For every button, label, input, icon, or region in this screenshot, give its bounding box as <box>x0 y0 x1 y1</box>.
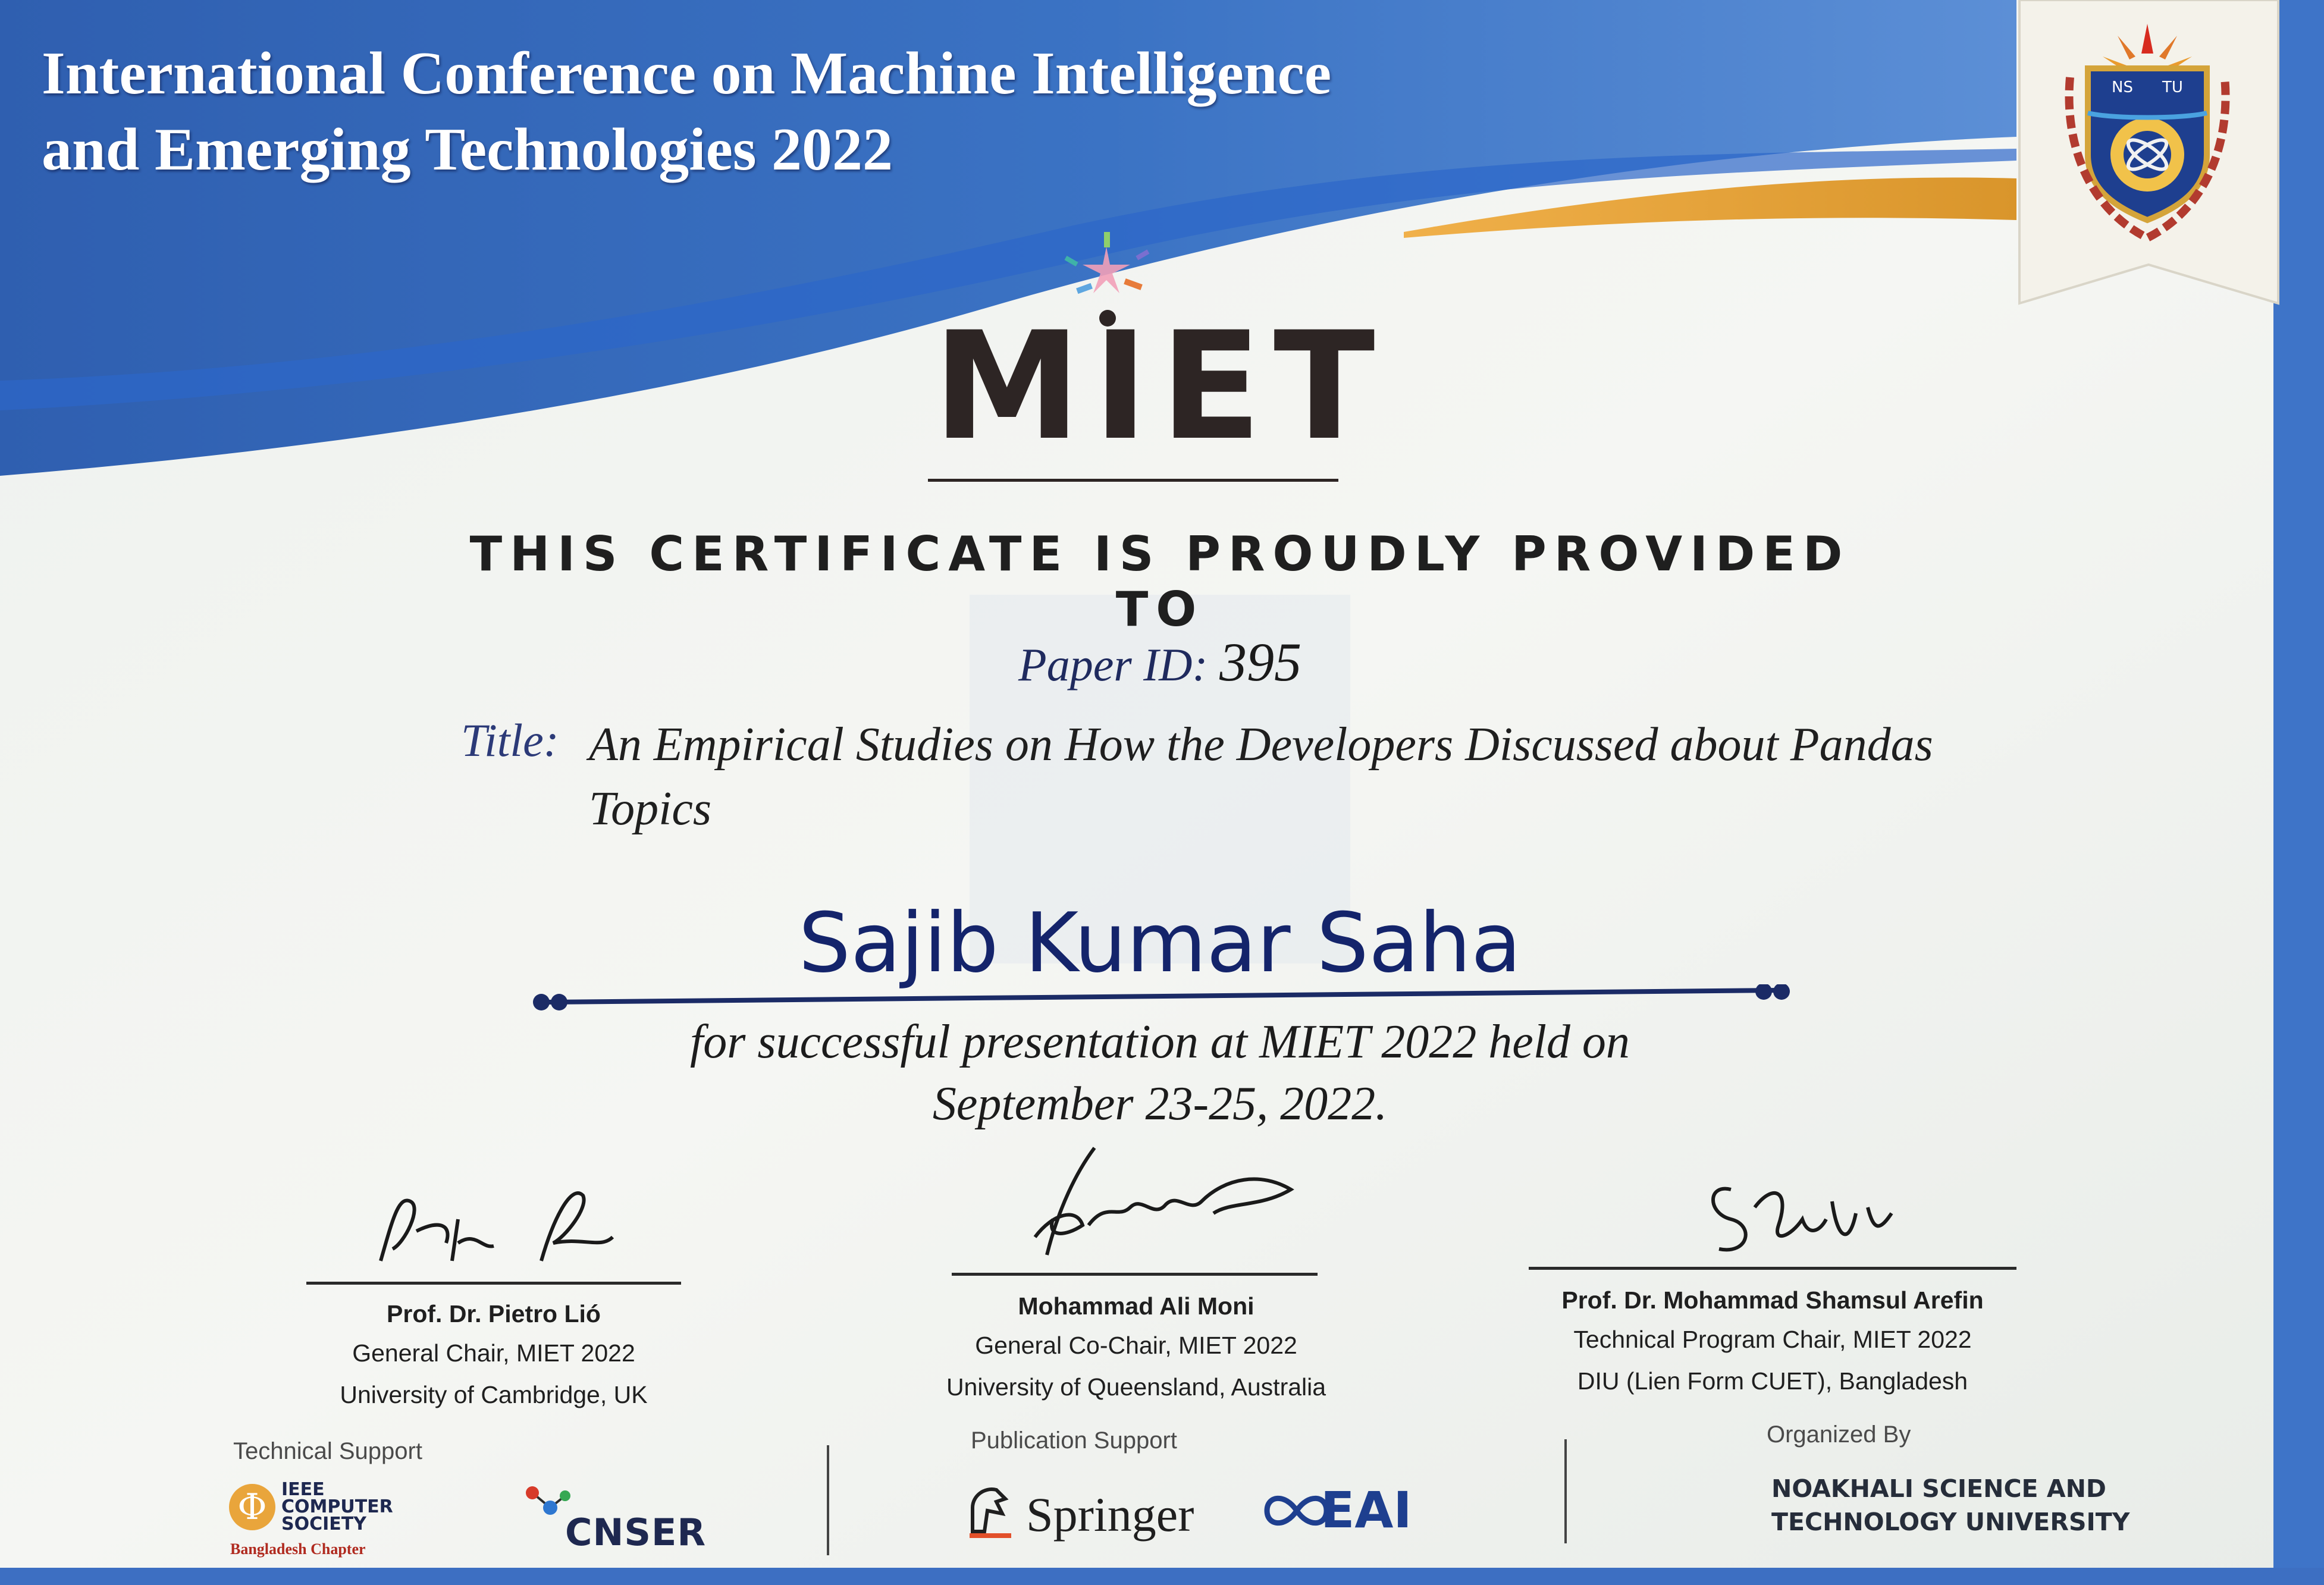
presentation-line2: September 23-25, 2022. <box>932 1078 1388 1130</box>
signatory-3-role: Technical Program Chair, MIET 2022 <box>1573 1326 1972 1353</box>
signature-line-2 <box>952 1273 1318 1276</box>
paper-id-label: Paper ID: <box>1018 639 1208 691</box>
ieee-line1: IEEE <box>281 1479 325 1500</box>
signature-3 <box>1689 1166 1903 1267</box>
wordmark-underline <box>928 479 1338 482</box>
presentation-line1: for successful presentation at MIET 2022 held on <box>690 1016 1630 1068</box>
gear-icon <box>2110 118 2184 192</box>
signature-2 <box>1011 1136 1344 1273</box>
paper-title: An Empirical Studies on How the Developers Discussed about Pandas Topics <box>589 718 1933 835</box>
signatory-3 <box>1535 1282 2011 1402</box>
ieee-phi-icon: Φ <box>229 1484 275 1530</box>
signatory-2-name: Mohammad Ali Moni <box>1018 1292 1254 1320</box>
recipient-divider <box>523 984 1802 1014</box>
miet-wordmark: MIET <box>933 300 1387 473</box>
seal-ns: NS <box>2112 79 2133 96</box>
signatory-3-affiliation: DIU (Lien Form CUET), Bangladesh <box>1577 1367 1968 1395</box>
publication-support-label: Publication Support <box>971 1427 1177 1454</box>
organizer-name <box>1771 1472 2129 1539</box>
ieee-cs-logo <box>229 1481 419 1558</box>
signatory-1-name: Prof. Dr. Pietro Lió <box>387 1300 601 1327</box>
signatory-1 <box>268 1295 720 1415</box>
organized-by-label: Organized By <box>1767 1421 1911 1448</box>
signatory-1-role: General Chair, MIET 2022 <box>352 1339 635 1367</box>
ieee-chapter: Bangladesh Chapter <box>230 1540 366 1558</box>
ieee-line3: SOCIETY <box>281 1514 366 1534</box>
ieee-line2: COMPUTER <box>281 1496 393 1517</box>
paper-id-line <box>892 630 1428 693</box>
certificate-heading: THIS CERTIFICATE IS PROUDLY PROVIDED TO <box>469 526 1851 637</box>
signatory-2-role: General Co-Chair, MIET 2022 <box>975 1332 1297 1359</box>
signature-line-1 <box>306 1282 681 1285</box>
signatory-2-affiliation: University of Queensland, Australia <box>946 1373 1326 1401</box>
springer-horse-icon <box>961 1481 1014 1540</box>
signature-line-3 <box>1529 1267 2016 1270</box>
cnser-logo <box>523 1484 707 1555</box>
conference-title-line2: and Emerging Technologies 2022 <box>42 116 893 183</box>
paper-title-label: Title: <box>461 714 559 766</box>
springer-text: Springer <box>1026 1487 1194 1542</box>
organizer-line2: TECHNOLOGY UNIVERSITY <box>1771 1508 2130 1536</box>
technical-support-label: Technical Support <box>233 1438 422 1464</box>
paper-id-value: 395 <box>1219 632 1301 692</box>
eai-text: EAI <box>1321 1481 1412 1539</box>
footer-separator-1 <box>827 1445 829 1555</box>
springer-logo <box>961 1481 1210 1546</box>
presentation-statement <box>565 1011 1755 1135</box>
recipient-name: Sajib Kumar Saha <box>798 895 1522 991</box>
footer-separator-2 <box>1564 1439 1567 1543</box>
conference-title-line1: International Conference on Machine Intelligence <box>42 40 1332 107</box>
nstu-seal-logo <box>2046 12 2248 262</box>
conference-title <box>42 36 1469 188</box>
signatory-3-name: Prof. Dr. Mohammad Shamsul Arefin <box>1561 1286 1984 1314</box>
signature-1 <box>357 1172 666 1279</box>
organizer-line1: NOAKHALI SCIENCE AND <box>1771 1474 2106 1503</box>
flame-icon <box>2103 24 2192 70</box>
network-icon <box>523 1484 571 1531</box>
cnser-text: CNSER <box>565 1511 707 1554</box>
signatory-2 <box>904 1288 1368 1408</box>
signatory-1-affiliation: University of Cambridge, UK <box>340 1381 648 1408</box>
eai-logo <box>1261 1481 1428 1546</box>
seal-tu: TU <box>2162 79 2183 96</box>
